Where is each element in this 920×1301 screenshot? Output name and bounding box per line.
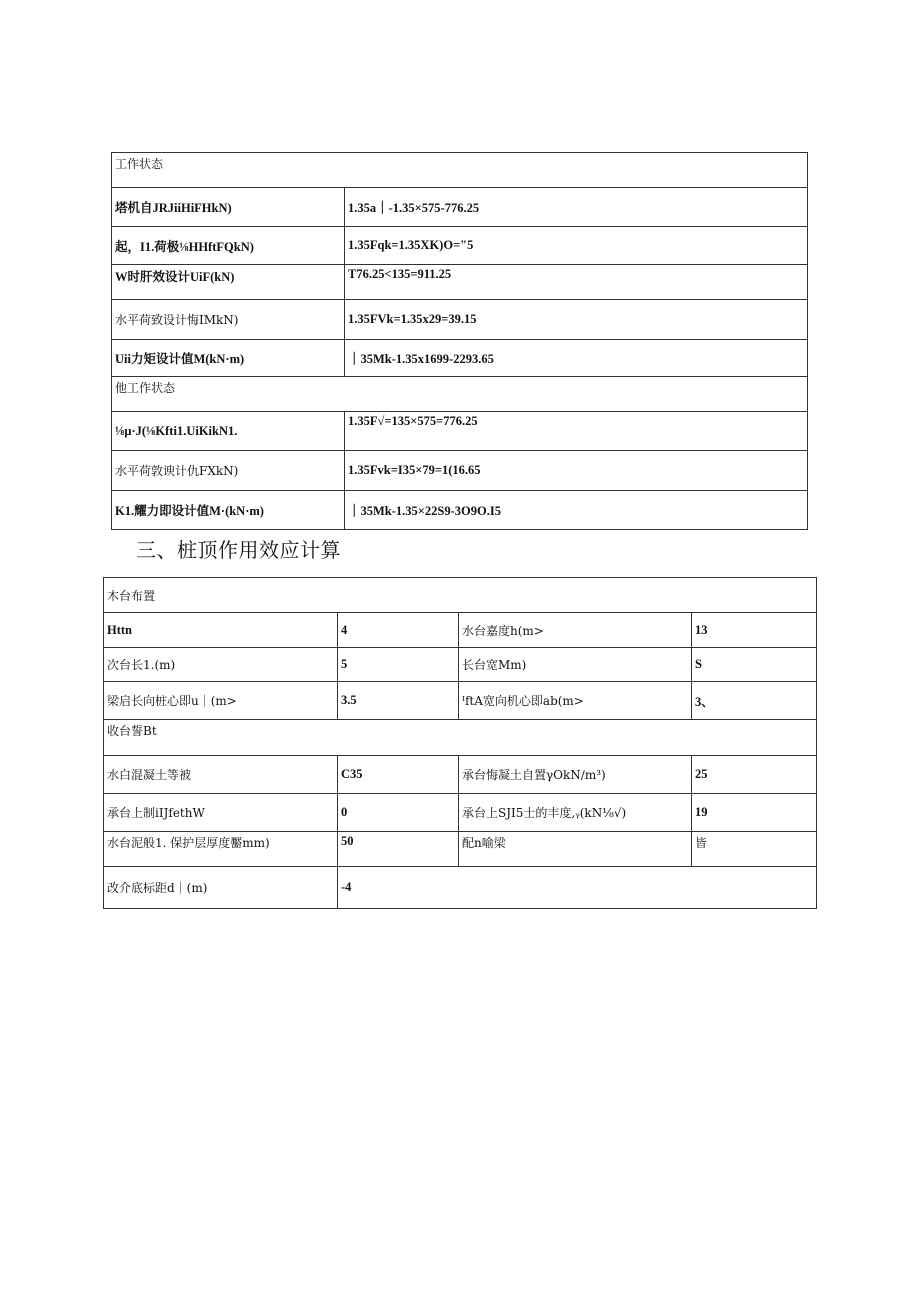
param-value: 0 (338, 794, 459, 832)
section-cap-layout: 木台布置 (104, 578, 817, 613)
row-value: ｜35Mk-1.35×22S9-3O9O.I5 (345, 491, 808, 530)
param-value: 19 (692, 794, 817, 832)
param-label: 承台上SJI5士的丰度,ᵧ(kN⅛√) (459, 794, 692, 832)
param-value: 25 (692, 756, 817, 794)
param-label: 水台泥般1. 保护层厚度靨mm) (104, 832, 338, 867)
param-value: -4 (338, 867, 817, 909)
section-cap-params: 收台誓Bt (104, 720, 817, 756)
param-label: 长台宽Mm) (459, 648, 692, 682)
row-label: 水平荷敦谀计仇FXkN) (112, 451, 345, 491)
param-label: 水台嘉度h(m> (459, 613, 692, 648)
param-value: 50 (338, 832, 459, 867)
param-label: 次台长1.(m) (104, 648, 338, 682)
section-working-state: 工作状态 (112, 153, 808, 188)
row-value: 1.35Fvk=I35×79=1(16.65 (345, 451, 808, 491)
param-value: 4 (338, 613, 459, 648)
row-label: ⅛μ·J(⅛Kfti1.UiKikN1. (112, 412, 345, 451)
row-label: 起，I1.荷极⅛HHftFQkN) (112, 227, 345, 265)
pile-cap-table (103, 577, 817, 909)
param-label: 改介底标距d｜(m) (104, 867, 338, 909)
param-value: C35 (338, 756, 459, 794)
row-label: 水平荷致设计悔IMkN) (112, 300, 345, 340)
row-value: 1.35Fqk=1.35XK)O="5 (345, 227, 808, 265)
row-value: 1.35a｜-1.35×575-776.25 (345, 188, 808, 227)
row-label: 塔机自JRJiiHiFHkN) (112, 188, 345, 227)
row-label: Uii力矩设计值M(kN·m) (112, 340, 345, 377)
row-value: 1.35FVk=1.35x29=39.15 (345, 300, 808, 340)
param-label: 承台上制iIJfethW (104, 794, 338, 832)
param-value: 3、 (692, 682, 817, 720)
row-value: T76.25<135=911.25 (345, 265, 808, 300)
param-value: 13 (692, 613, 817, 648)
param-label: Httn (104, 613, 338, 648)
row-value: 1.35F√=135×575=776.25 (345, 412, 808, 451)
param-label: ᴵftA宽向机心即ab(m> (459, 682, 692, 720)
section-nonworking-state: 他工作状态 (112, 377, 808, 412)
param-label: 承台悔凝土自置γOkN∕m³) (459, 756, 692, 794)
param-value: S (692, 648, 817, 682)
param-label: 梁启长向桩心即u｜(m> (104, 682, 338, 720)
param-label: 水白混凝土等被 (104, 756, 338, 794)
param-value: 皆 (692, 832, 817, 867)
row-label: K1.耀力即设计值M·(kN·m) (112, 491, 345, 530)
row-label: W时肝效设计UiF(kN) (112, 265, 345, 300)
param-value: 3.5 (338, 682, 459, 720)
tower-crane-load-table (111, 152, 808, 530)
section-heading: 三、桩顶作用效应计算 (136, 538, 341, 562)
param-label: 配n喻梁 (459, 832, 692, 867)
param-value: 5 (338, 648, 459, 682)
row-value: ｜35Mk-1.35x1699-2293.65 (345, 340, 808, 377)
